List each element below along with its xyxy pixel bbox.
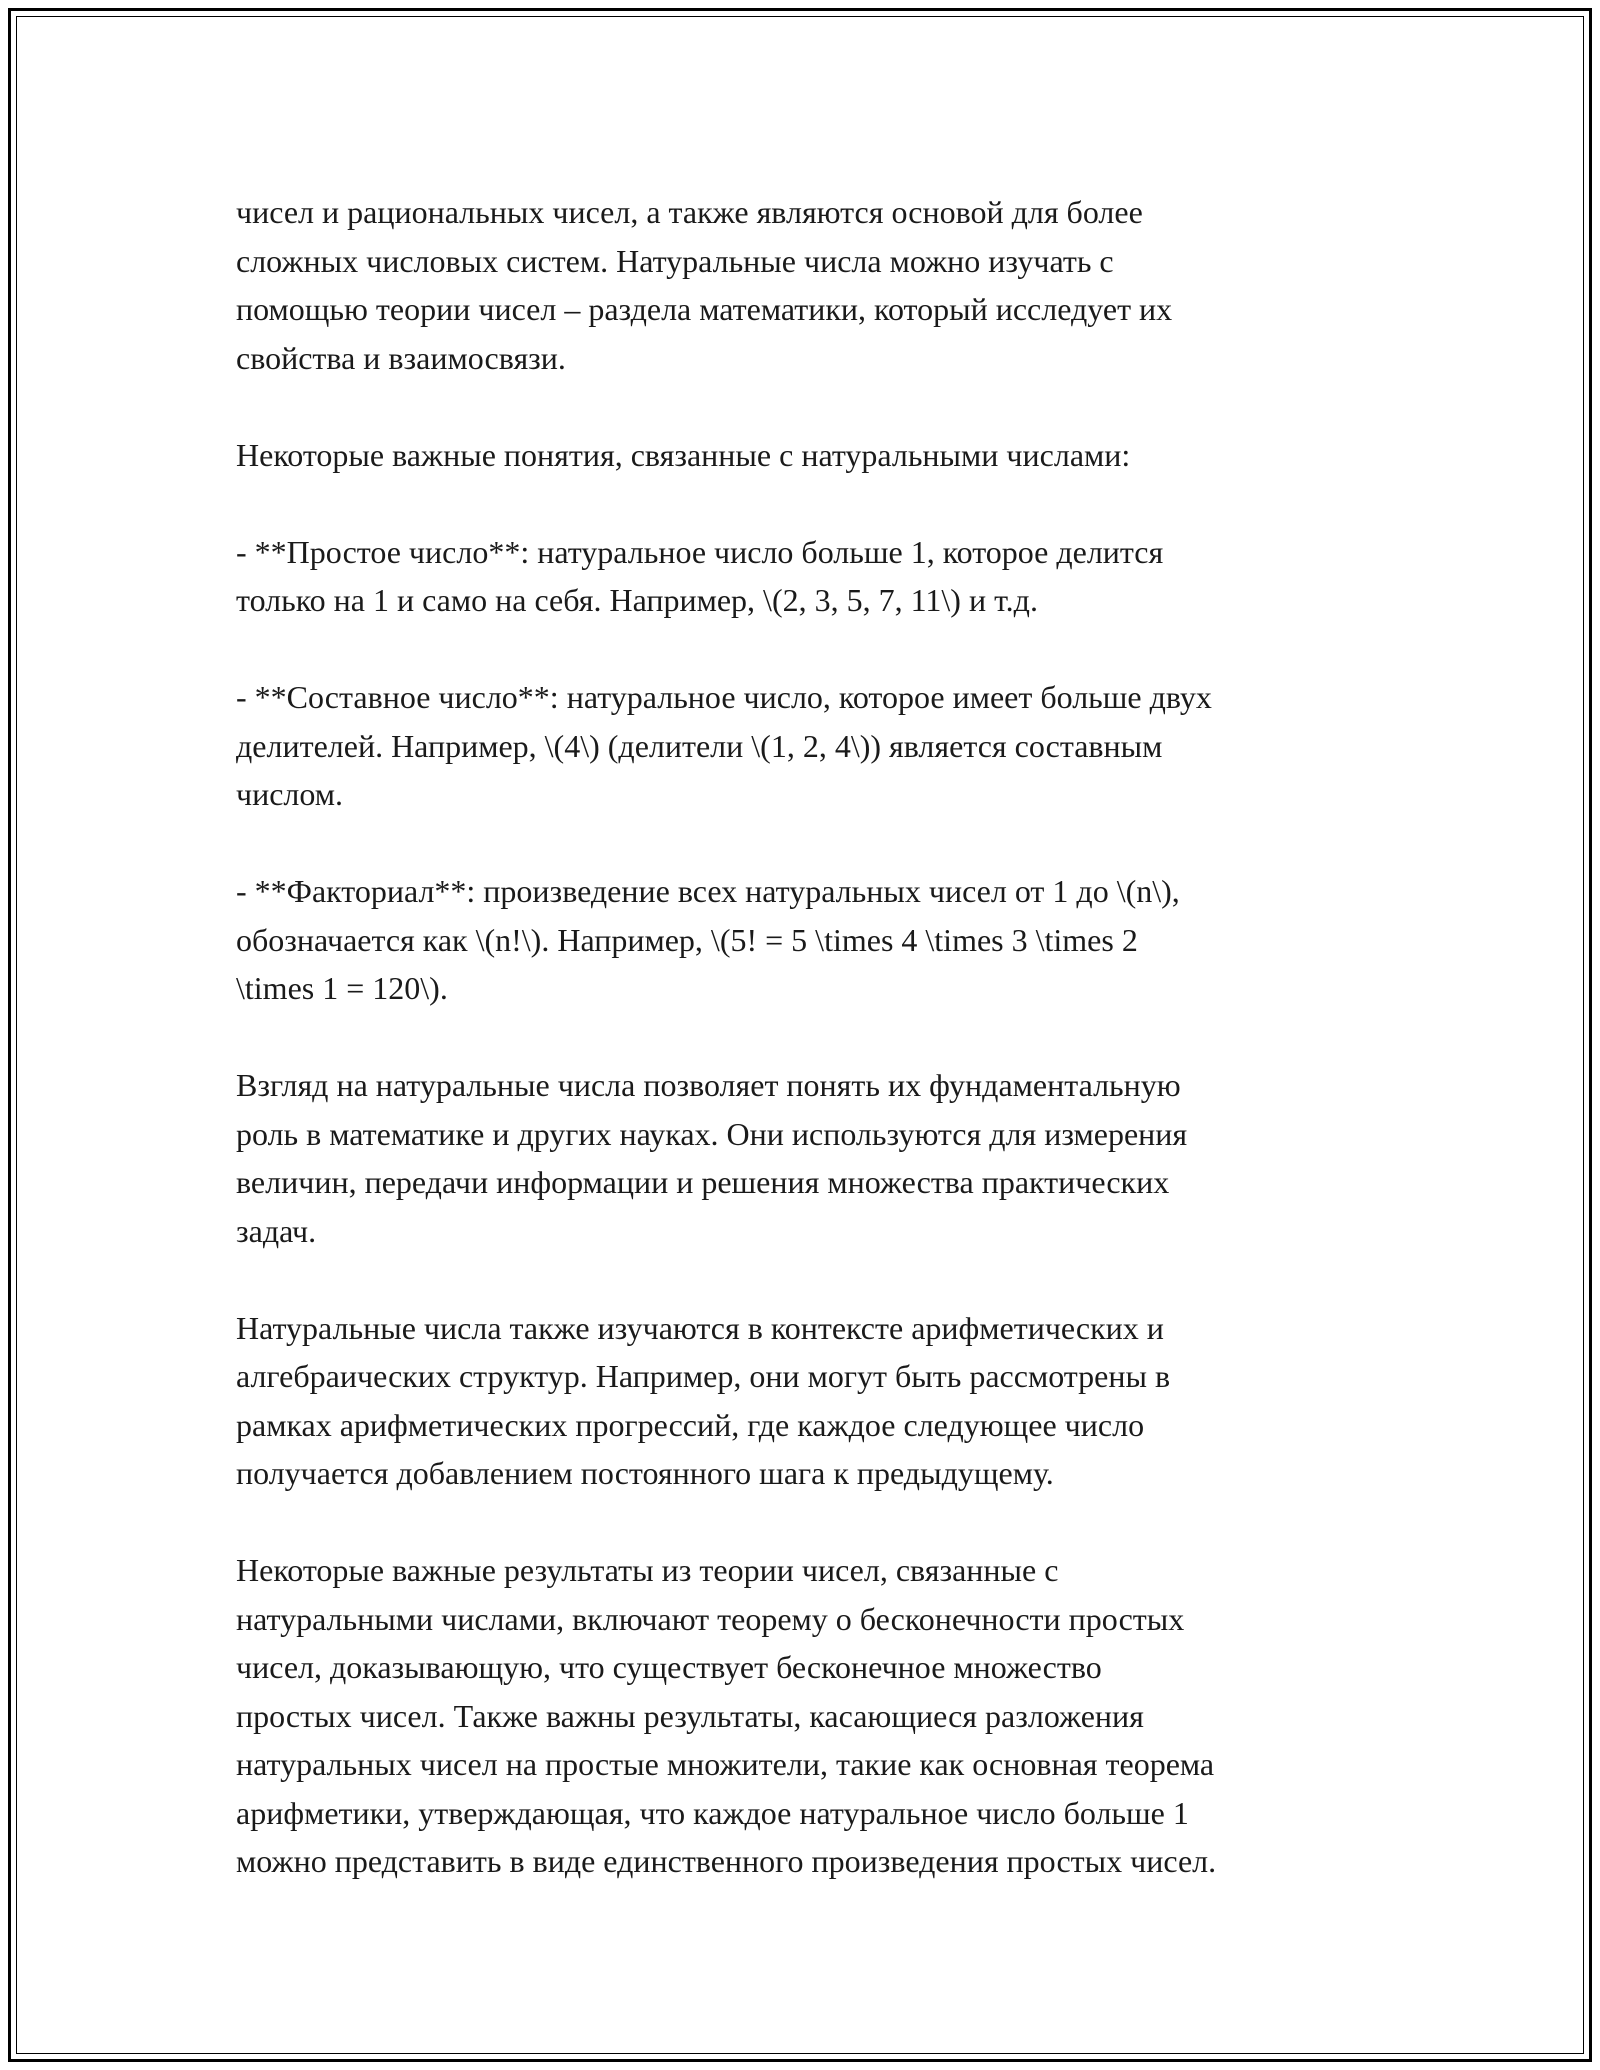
paragraph xyxy=(236,431,1376,480)
text-line: помощью теории чисел – раздела математики, который исследует их xyxy=(236,291,1173,327)
text-line: величин, передачи информации и решения множества практических xyxy=(236,1164,1170,1200)
text-line: роль в математике и других науках. Они используются для измерения xyxy=(236,1115,1188,1152)
text-line: чисел, доказывающую, что существует бесконечное множество xyxy=(236,1649,1102,1685)
text-line: рамках арифметических прогрессий, где каждое следующее число xyxy=(236,1406,1145,1443)
text-line: числом. xyxy=(236,776,344,812)
text-line: Натуральные числа также изучаются в контексте арифметических и xyxy=(236,1309,1164,1346)
text-line: Некоторые важные понятия, связанные с натуральными числами: xyxy=(236,436,1131,473)
text-line: можно представить в виде единственного произведения простых чисел. xyxy=(236,1843,1217,1879)
text-line: свойства и взаимосвязи. xyxy=(236,339,566,376)
text-line: только на 1 и само на себя. Например, \(2, 3, 5, 7, 11\) и т.д. xyxy=(236,582,1038,618)
text-line: - **Простое число**: натуральное число больше 1, которое делится xyxy=(236,533,1164,570)
paragraph xyxy=(236,188,1376,382)
text-line: обозначается как \(n!\). Например, \(5! = 5 \times 4 \times 3 \times 2 xyxy=(236,921,1138,958)
text-line: натуральными числами, включают теорему о бесконечности простых xyxy=(236,1600,1185,1637)
paragraph xyxy=(236,1304,1376,1498)
text-line: сложных числовых систем. Натуральные числа можно изучать с xyxy=(236,242,1114,279)
text-line: получается добавлением постоянного шага к предыдущему. xyxy=(236,1455,1054,1491)
paragraph xyxy=(236,867,1376,1013)
text-line: арифметики, утверждающая, что каждое натуральное число больше 1 xyxy=(236,1794,1189,1831)
text-line: чисел и рациональных чисел, а также являются основой для более xyxy=(236,194,1143,230)
text-line: - **Составное число**: натуральное число, которое имеет больше двух xyxy=(236,679,1212,715)
text-line: - **Факториал**: произведение всех натуральных чисел от 1 до \(n\), xyxy=(236,873,1180,909)
text-line: натуральных чисел на простые множители, такие как основная теорема xyxy=(236,1746,1215,1782)
text-line: \times 1 = 120\). xyxy=(236,970,448,1006)
text-line: Взгляд на натуральные числа позволяет понять их фундаментальную xyxy=(236,1067,1181,1103)
text-line: делителей. Например, \(4\) (делители \(1, 2, 4\)) является составным xyxy=(236,727,1163,764)
paragraph xyxy=(236,673,1376,819)
text-line: задач. xyxy=(236,1212,317,1249)
text-line: Некоторые важные результаты из теории чисел, связанные с xyxy=(236,1552,1059,1588)
text-line: простых чисел. Также важны результаты, касающиеся разложения xyxy=(236,1697,1144,1734)
paragraph xyxy=(236,1546,1376,1886)
paragraph xyxy=(236,528,1376,625)
paragraph xyxy=(236,1061,1376,1255)
document-body xyxy=(236,188,1376,1886)
text-line: алгебраических структур. Например, они могут быть рассмотрены в xyxy=(236,1358,1171,1394)
